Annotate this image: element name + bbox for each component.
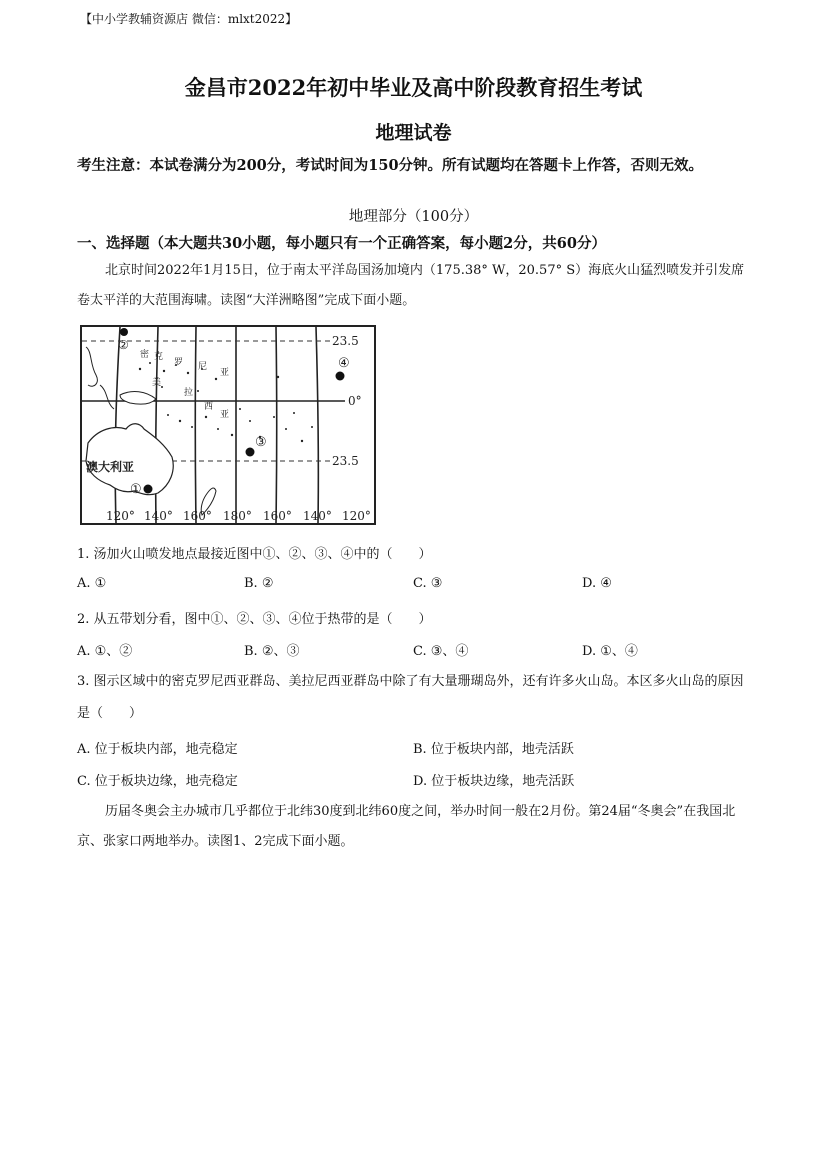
marker-dot-1 <box>144 485 153 494</box>
question-1-option-d[interactable]: D. ④ <box>582 576 612 591</box>
question-1-option-c[interactable]: C. ③ <box>413 576 443 591</box>
lon-label: 140° <box>144 509 173 523</box>
region-label: 密 <box>140 350 150 360</box>
region-label: 罗 <box>174 358 184 368</box>
question-3-option-d[interactable]: D. 位于板块边缘，地壳活跃 <box>413 774 575 789</box>
lon-label: 140° <box>303 509 332 523</box>
question-3-option-b[interactable]: B. 位于板块内部，地壳活跃 <box>413 742 574 757</box>
region-label: 亚 <box>220 368 230 378</box>
marker-dot-4 <box>336 372 345 381</box>
marker-dot-3 <box>246 448 255 457</box>
lon-label: 120° <box>342 509 371 523</box>
question-1-option-b[interactable]: B. ② <box>244 576 274 591</box>
lat-label-north: 23.5 <box>332 334 359 348</box>
question-3-stem: 3. 图示区域中的密克罗尼西亚群岛、美拉尼西亚群岛中除了有大量珊瑚岛外，还有许多火山岛。本区多火山岛的原因是（ ） <box>77 674 744 721</box>
exam-title: 金昌市2022年初中毕业及高中阶段教育招生考试 <box>184 75 643 100</box>
question-2-stem: 2. 从五带划分看，图中①、②、③、④位于热带的是（ ） <box>77 612 432 627</box>
section-title: 地理部分（100分） <box>348 209 479 225</box>
oceania-map <box>80 325 376 525</box>
lat-label-equator: 0° <box>348 394 362 408</box>
marker-label-1: ① <box>130 482 142 497</box>
lon-label: 160° <box>183 509 212 523</box>
question-2-option-d[interactable]: D. ①、④ <box>582 644 638 659</box>
marker-label-3: ③ <box>255 435 267 450</box>
region-label: 西 <box>204 402 214 412</box>
lon-label: 160° <box>263 509 292 523</box>
part-heading: 一、选择题（本大题共30小题，每小题只有一个正确答案，每小题2分，共60分） <box>77 235 606 252</box>
question-2-option-c[interactable]: C. ③、④ <box>413 644 469 659</box>
lon-label: 180° <box>223 509 252 523</box>
question-1-stem: 1. 汤加火山喷发地点最接近图中①、②、③、④中的（ ） <box>77 547 432 562</box>
question-3-option-c[interactable]: C. 位于板块边缘，地壳稳定 <box>77 774 238 789</box>
region-label: 尼 <box>198 362 208 372</box>
question-1-option-a[interactable]: A. ① <box>77 576 107 591</box>
marker-label-4: ④ <box>338 356 350 371</box>
exam-subject: 地理试卷 <box>375 122 452 144</box>
marker-dot-2 <box>120 328 128 336</box>
header-note: 【中小学教辅资源店 微信：mlxt2022】 <box>80 12 298 26</box>
lat-label-south: 23.5 <box>332 454 359 468</box>
region-label: 拉 <box>184 388 194 398</box>
passage-2: 历届冬奥会主办城市几乎都位于北纬30度到北纬60度之间，举办时间一般在2月份。第24届“冬奥会”在我国北京、张家口两地举办。读图1、2完成下面小题。 <box>77 804 736 849</box>
lon-label: 120° <box>106 509 135 523</box>
question-2-option-b[interactable]: B. ②、③ <box>244 644 300 659</box>
region-label: 美 <box>152 378 162 388</box>
question-2-option-a[interactable]: A. ①、② <box>77 644 133 659</box>
australia-label: 澳大利亚 <box>86 460 135 474</box>
map-frame <box>81 326 375 524</box>
meridian-line <box>276 327 277 523</box>
region-label: 克 <box>154 352 164 362</box>
passage-1: 北京时间2022年1月15日，位于南太平洋岛国汤加境内（175.38° W，20.57° S）海底火山猛烈喷发并引发席卷太平洋的大范围海啸。读图“大洋洲略图”完成下面小题。 <box>77 263 745 308</box>
meridian-line <box>195 327 196 523</box>
exam-notice: 考生注意：本试卷满分为200分，考试时间为150分钟。所有试题均在答题卡上作答，否则无效。 <box>77 157 704 174</box>
marker-label-2: ② <box>118 338 129 352</box>
question-3-option-a[interactable]: A. 位于板块内部，地壳稳定 <box>77 742 238 757</box>
region-label: 亚 <box>220 410 230 420</box>
